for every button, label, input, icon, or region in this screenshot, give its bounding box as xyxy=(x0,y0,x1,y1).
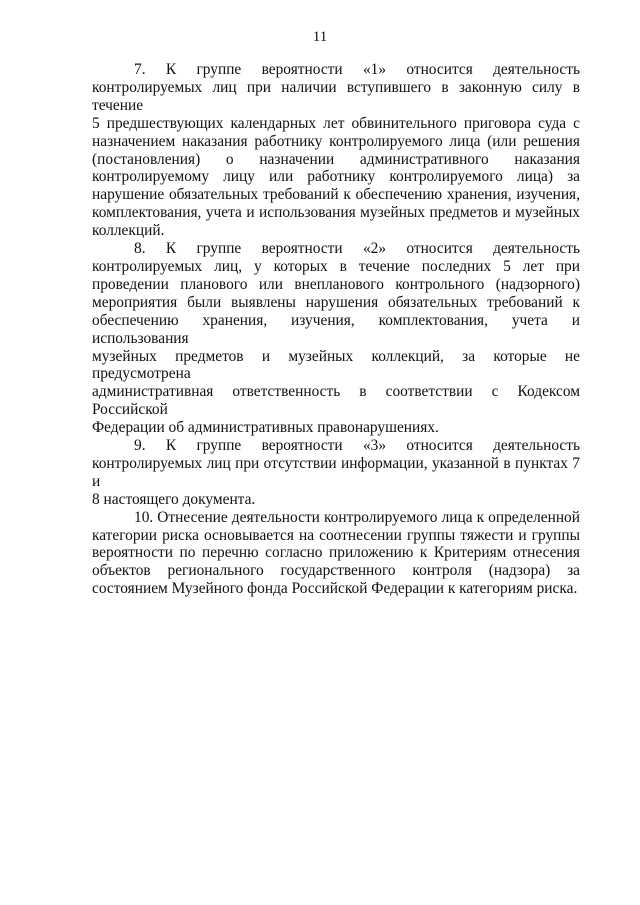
paragraph-line: (постановления) о назначении административного наказания xyxy=(92,150,580,168)
paragraph-line: мероприятия были выявлены нарушения обязательных требований к xyxy=(92,293,580,311)
paragraph-line: состоянием Музейного фонда Российской Федерации к категориям риска. xyxy=(92,580,578,598)
paragraph-line: 5 предшествующих календарных лет обвинительного приговора суда с xyxy=(92,114,580,132)
paragraph-line: 7. К группе вероятности «1» относится деятельность xyxy=(134,61,580,78)
paragraph-line: категории риска основывается на соотнесении группы тяжести и группы xyxy=(92,526,580,544)
paragraph-line: музейных предметов и музейных коллекций, за которые не предусмотрена xyxy=(92,347,580,383)
paragraph-line: 8. К группе вероятности «2» относится деятельность xyxy=(134,240,580,258)
paragraph-10 xyxy=(92,509,580,599)
paragraph-9 xyxy=(92,437,580,509)
paragraph-line: административная ответственность в соответствии с Кодексом Российской xyxy=(92,383,580,419)
paragraph-line: контролируемых лиц при отсутствии информации, указанной в пунктах 7 и xyxy=(92,454,580,490)
paragraph-line: коллекций. xyxy=(92,222,165,240)
paragraph-line: назначением наказания работнику контролируемого лица (или решения xyxy=(92,132,580,150)
paragraph-line: 9. К группе вероятности «3» относится деятельность xyxy=(134,437,580,455)
paragraph-8 xyxy=(92,240,580,437)
paragraph-line: 10. Отнесение деятельности контролируемого лица к определенной xyxy=(134,508,580,526)
paragraph-line: контролируемых лиц при наличии вступившего в законную силу в течение xyxy=(92,78,580,114)
paragraph-line: комплектования, учета и использования музейных предметов и музейных xyxy=(92,204,580,222)
page-number: 11 xyxy=(312,29,328,45)
paragraph-line: контролируемых лиц, у которых в течение последних 5 лет при xyxy=(92,257,580,275)
paragraph-line: объектов регионального государственного контроля (надзора) за xyxy=(92,562,580,580)
document-body xyxy=(92,61,580,598)
paragraph-7 xyxy=(92,61,580,240)
paragraph-line: 8 настоящего документа. xyxy=(92,490,256,508)
paragraph-line: проведении планового или внепланового контрольного (надзорного) xyxy=(92,275,580,293)
paragraph-line: обеспечению хранения, изучения, комплектования, учета и использования xyxy=(92,311,580,347)
paragraph-line: Федерации об административных правонарушениях. xyxy=(92,419,439,437)
paragraph-line: вероятности по перечню согласно приложению к Критериям отнесения xyxy=(92,544,580,562)
paragraph-line: нарушение обязательных требований к обеспечению хранения, изучения, xyxy=(92,186,580,204)
paragraph-line: контролируемому лицу или работнику контролируемого лица) за xyxy=(92,168,580,186)
